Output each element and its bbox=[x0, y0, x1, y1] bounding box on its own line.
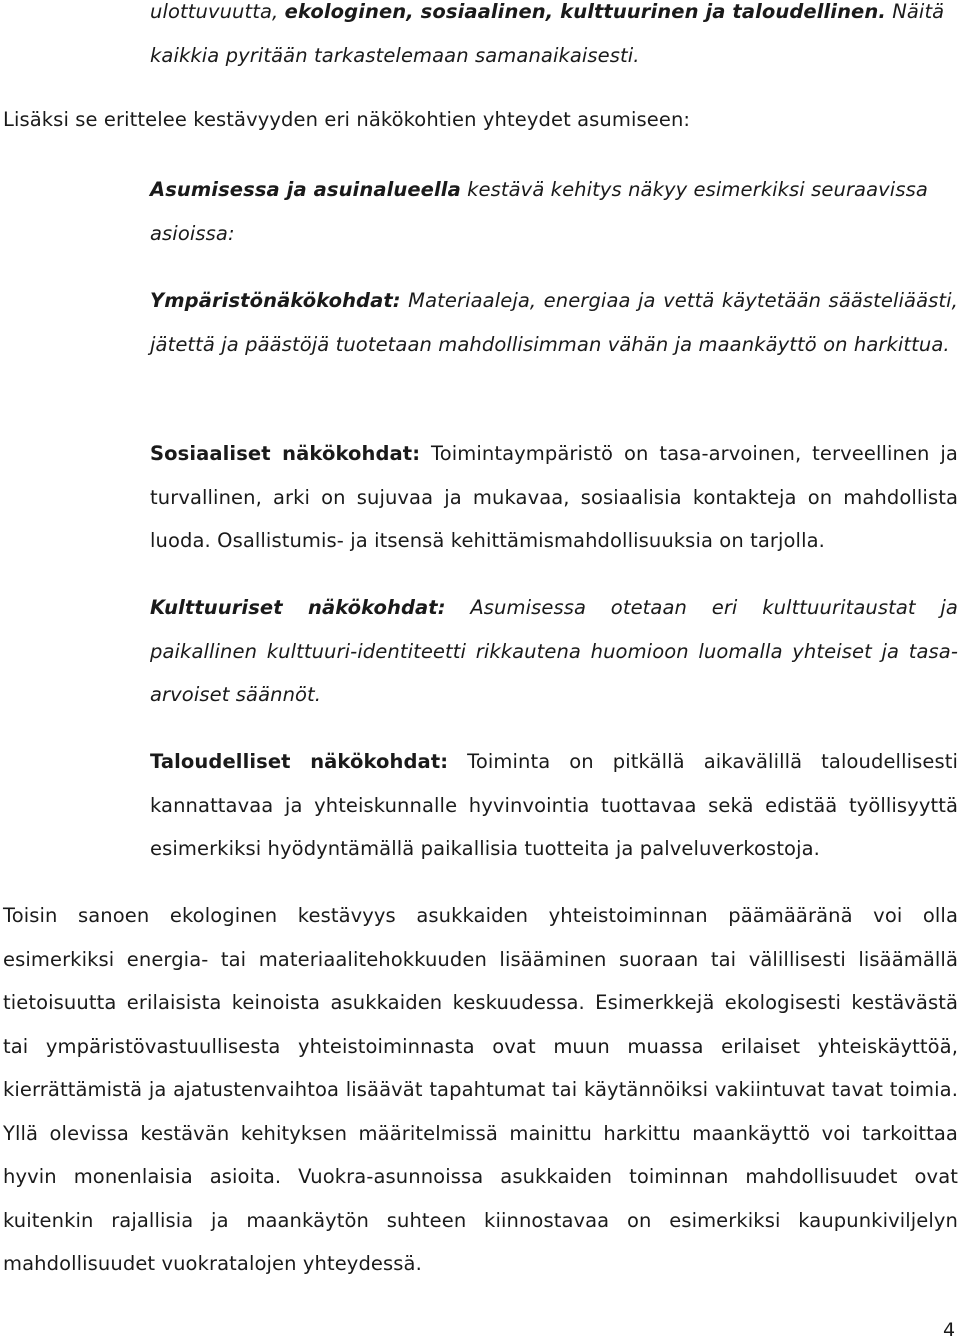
page-number: 4 bbox=[943, 1319, 956, 1341]
aspect-text: Toimintaympäristö on tasa-arvoinen, terveellinen ja turvallinen, arki on sujuvaa ja mukavaa, sosiaalisia kontakteja on mahdollista luoda. Osallistumis- ja itsensä kehittämismahdollisuuksia on tarjolla. bbox=[150, 442, 958, 552]
intro-suffix: Näitä kaikkia pyritään tarkastelemaan samanaikaisesti. bbox=[150, 0, 945, 67]
intro-continuation bbox=[150, 0, 958, 77]
aspect-heading: Ympäristönäkökohdat: bbox=[150, 289, 401, 312]
housing-bold: Asumisessa ja asuinalueella bbox=[150, 178, 461, 201]
intro-dimensions: ekologinen, sosiaalinen, kulttuurinen ja taloudellinen. bbox=[284, 0, 886, 23]
closing-paragraph: Toisin sanoen ekologinen kestävyys asukkaiden yhteistoiminnan päämääränä voi olla esimerkiksi energia- tai materiaalitehokkuuden lisääminen suoraan tai välillisesti lisäämällä tietoisuutta erilaisista keinoista asukkaiden keskuudessa. Esimerkkejä ekologisesti kestävästä tai ympäristövastuullisesta yhteistoiminnasta ovat muun muassa erilaiset yhteiskäyttöä, kierrättämistä ja ajatustenvaihtoa lisäävät tapahtumat tai käytännöiksi vakiintuvat tavat toimia. Yllä olevissa kestävän kehityksen määritelmissä mainittu harkittu maankäyttö voi tarkoittaa hyvin monenlaisia asioita. Vuokra-asunnoissa asukkaiden toiminnan mahdollisuudet ovat kuitenkin rajallisia ja maankäytön suhteen kiinnostavaa on esimerkiksi kaupunkiviljelyn mahdollisuudet vuokratalojen yhteydessä. bbox=[3, 904, 958, 1275]
housing-text: kestävä kehitys näkyy esimerkiksi seuraavissa asioissa: bbox=[150, 178, 928, 245]
aspect-social bbox=[150, 432, 958, 563]
aspect-heading: Taloudelliset näkökohdat: bbox=[150, 750, 449, 773]
aspect-heading: Kulttuuriset näkökohdat: bbox=[150, 596, 446, 619]
housing-paragraph bbox=[150, 168, 958, 255]
aspect-text: Materiaaleja, energiaa ja vettä käytetään säästeliäästi, jätettä ja päästöjä tuotetaan mahdollisimman vähän ja maankäyttö on harkittua. bbox=[150, 289, 958, 356]
aspect-environmental bbox=[150, 279, 958, 366]
intro-prefix: ulottuvuutta, bbox=[150, 0, 279, 23]
aspect-heading: Sosiaaliset näkökohdat: bbox=[150, 442, 421, 465]
aspect-text: Toiminta on pitkällä aikavälillä taloudellisesti kannattavaa ja yhteiskunnalle hyvinvointia tuottavaa sekä edistää työllisyyttä esimerkiksi hyödyntämällä paikallisia tuotteita ja palveluverkostoja. bbox=[150, 750, 958, 860]
lead-sentence: Lisäksi se erittelee kestävyyden eri näkökohtien yhteydet asumiseen: bbox=[3, 108, 691, 131]
aspect-cultural bbox=[150, 586, 958, 717]
aspect-text: Asumisessa otetaan eri kulttuuritaustat ja paikallinen kulttuuri-identiteetti rikkautena huomioon luomalla yhteiset ja tasa-arvoiset säännöt. bbox=[150, 596, 958, 706]
aspect-economic bbox=[150, 740, 958, 871]
